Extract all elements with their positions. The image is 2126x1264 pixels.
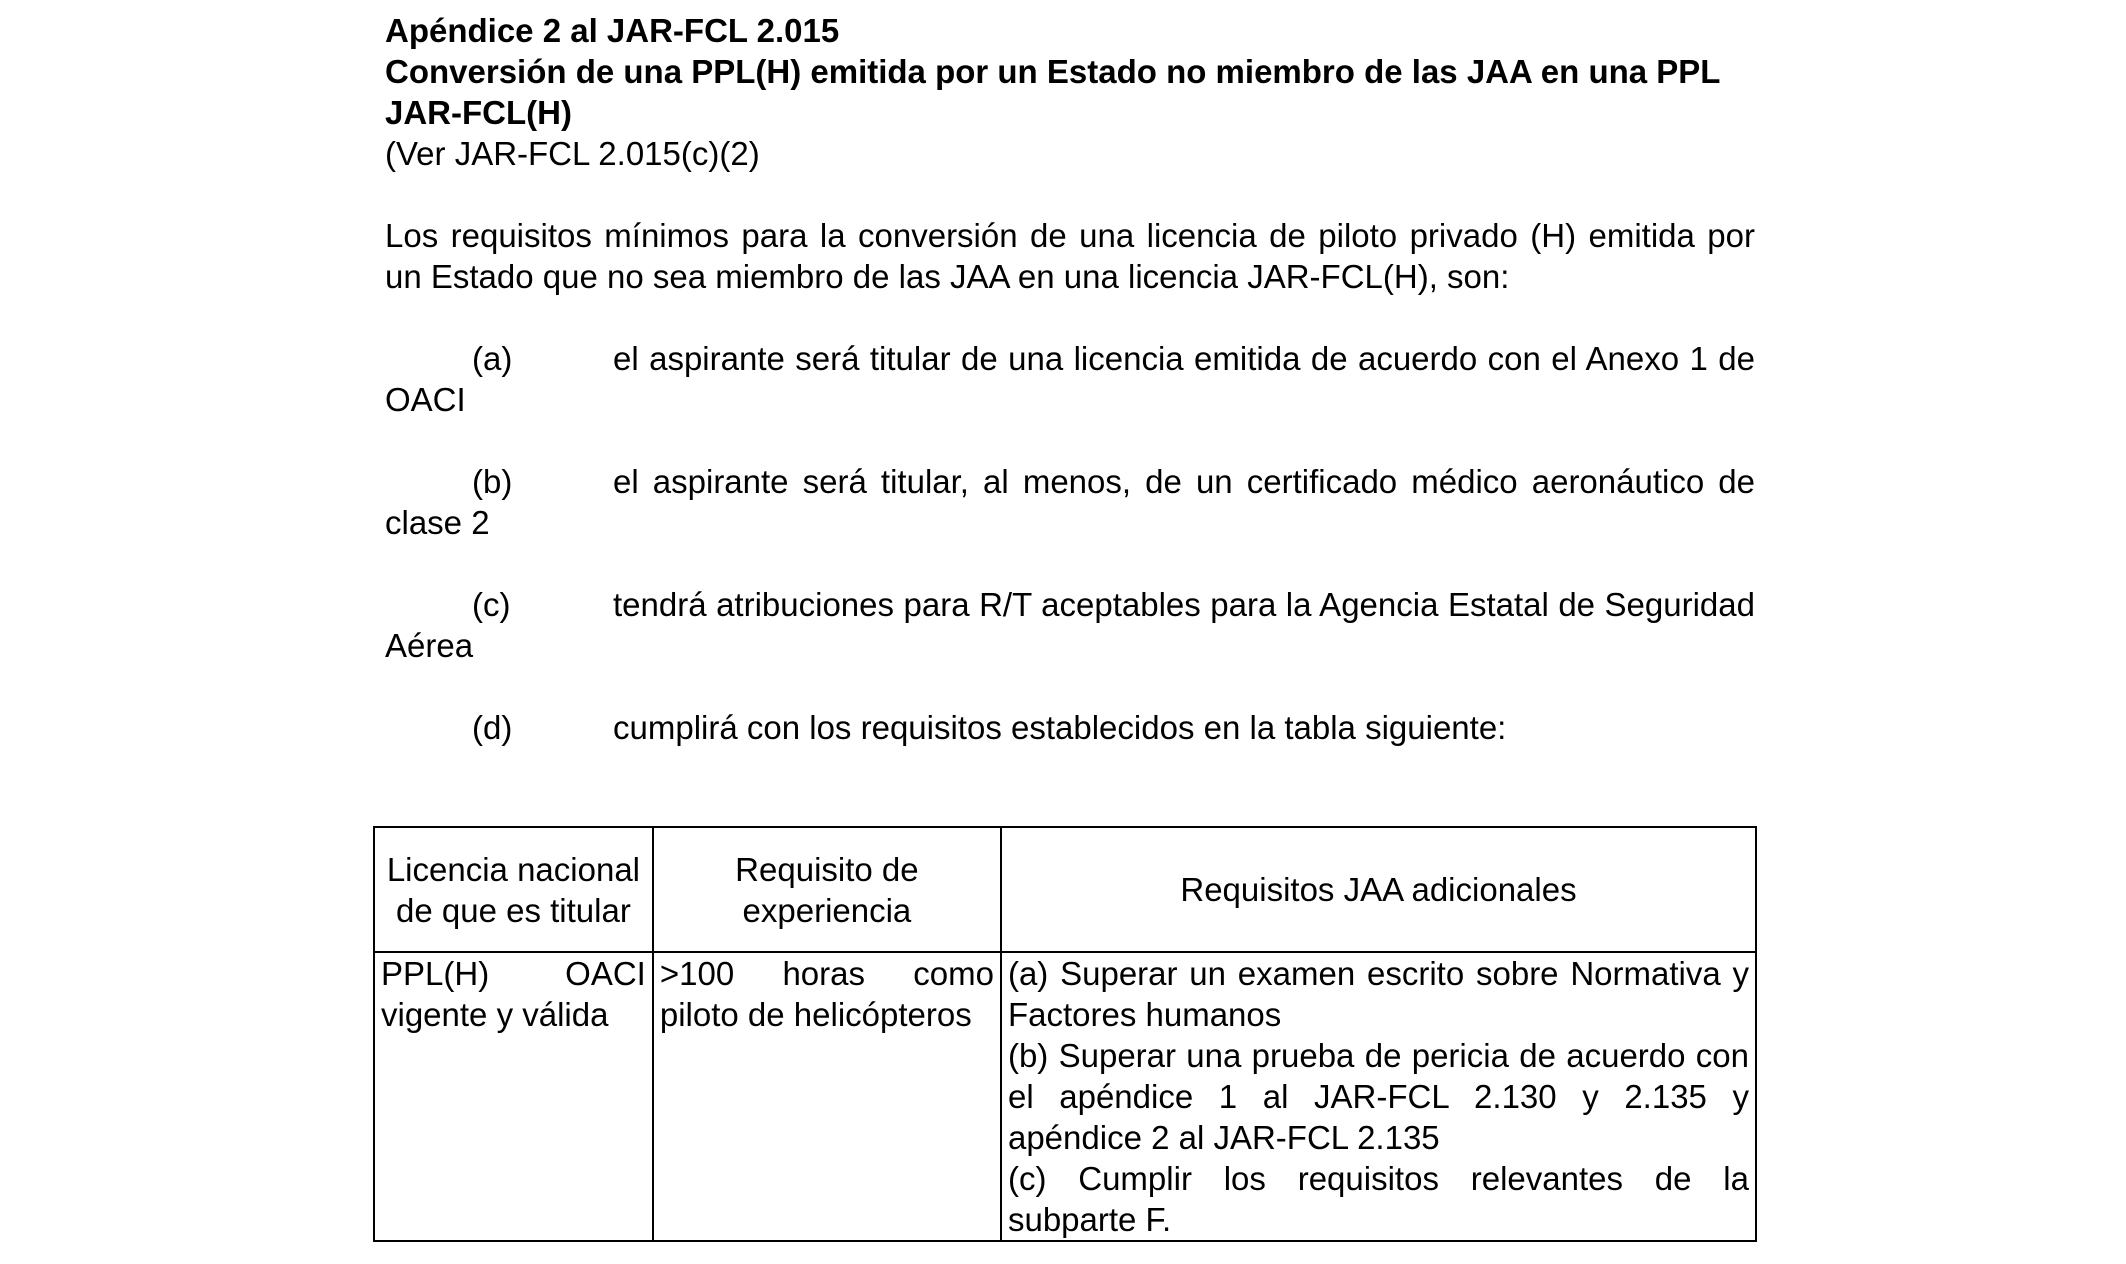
table-header-row (374, 827, 1756, 952)
list-marker-a: (a) (472, 340, 513, 377)
reference-note: (Ver JAR-FCL 2.015(c)(2) (385, 135, 760, 172)
document-subtitle: Conversión de una PPL(H) emitida por un Estado no miembro de las JAA en una PPL JAR-FCL(H) (385, 53, 1720, 131)
requirement-a: (a) Superar un examen escrito sobre Normativa y Factores humanos (1007, 955, 1749, 1033)
list-text-c: tendrá atribuciones para R/T aceptables para la Agencia Estatal de Seguridad Aérea (385, 586, 1755, 664)
appendix-title: Apéndice 2 al JAR-FCL 2.015 (385, 12, 840, 49)
header-licence: Licencia nacional de que es titular (374, 827, 653, 952)
requirement-c: (c) Cumplir los requisitos relevantes de la subparte F. (1007, 1160, 1749, 1238)
header-experience: Requisito de experiencia (653, 827, 1001, 952)
list-item-d (385, 707, 1755, 748)
cell-licence: PPL(H) OACI vigente y válida (374, 952, 653, 1241)
list-text-d: cumplirá con los requisitos establecidos en la tabla siguiente: (613, 709, 1507, 746)
list-text-a: el aspirante será titular de una licencia emitida de acuerdo con el Anexo 1 de OACI (385, 340, 1755, 418)
cell-experience: >100 horas como piloto de helicópteros (653, 952, 1001, 1241)
list-text-b: el aspirante será titular, al menos, de un certificado médico aeronáutico de clase 2 (385, 463, 1755, 541)
intro-paragraph: Los requisitos mínimos para la conversión de una licencia de piloto privado (H) emitida por un Estado que no sea miembro de las JAA en una licencia JAR-FCL(H), son: (385, 217, 1755, 295)
requirement-b: (b) Superar una prueba de pericia de acuerdo con el apéndice 1 al JAR-FCL 2.130 y 2.135 y apéndice 2 al JAR-FCL 2.135 (1007, 1037, 1749, 1156)
list-marker-d: (d) (472, 709, 513, 746)
list-item-b (385, 461, 1755, 543)
list-marker-c: (c) (472, 586, 511, 623)
document-page (385, 10, 1755, 748)
list-item-c (385, 584, 1755, 666)
cell-additional-requirements (1001, 952, 1756, 1241)
header-additional-requirements: Requisitos JAA adicionales (1001, 827, 1756, 952)
requirements-table (373, 826, 1757, 1242)
list-marker-b: (b) (472, 463, 513, 500)
table-row (374, 952, 1756, 1241)
list-item-a (385, 338, 1755, 420)
